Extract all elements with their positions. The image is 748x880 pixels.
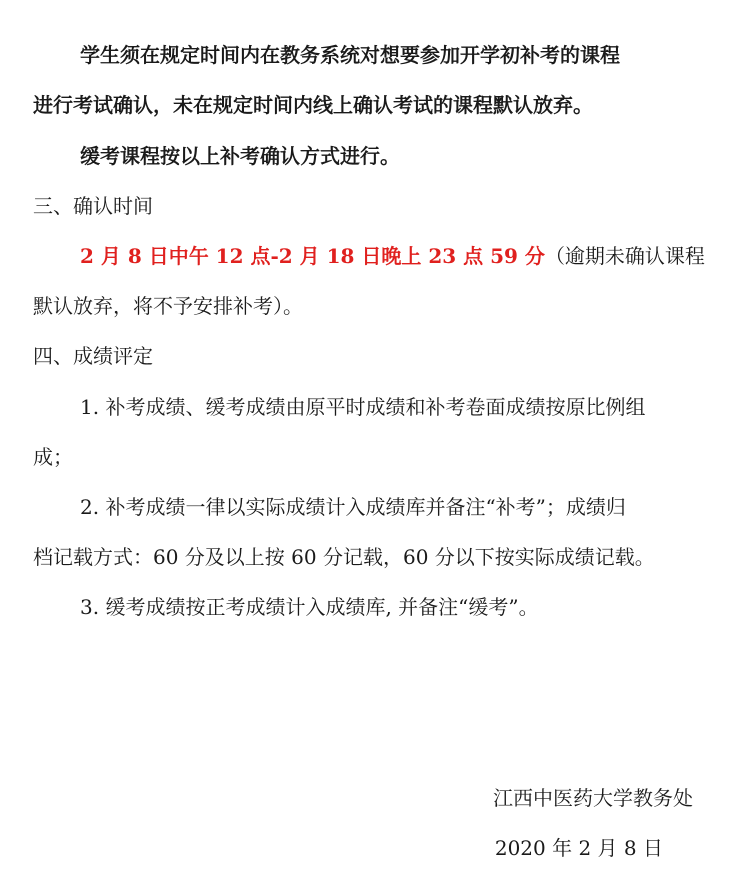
section-4-heading: 四、成绩评定	[33, 344, 153, 368]
grade-item-2-line-2: 档记载方式：60 分及以上按 60 分记载，60 分以下按实际成绩记载。	[33, 545, 655, 569]
confirm-time-range: 2 月 8 日中午 12 点-2 月 18 日晚上 23 点 59 分	[80, 244, 545, 268]
section-3-heading: 三、确认时间	[33, 194, 153, 218]
confirm-time-line	[80, 243, 705, 269]
grade-item-2-line-1: 2. 补考成绩一律以实际成绩计入成绩库并备注“补考”；成绩归	[80, 495, 626, 519]
signature-org: 江西中医药大学教务处	[493, 786, 693, 810]
grade-item-1-line-1: 1. 补考成绩、缓考成绩由原平时成绩和补考卷面成绩按原比例组	[80, 395, 646, 419]
paragraph-1-line-2: 进行考试确认，未在规定时间内线上确认考试的课程默认放弃。	[33, 93, 593, 117]
paragraph-1-line-1: 学生须在规定时间内在教务系统对想要参加开学初补考的课程	[80, 43, 620, 67]
paragraph-2: 缓考课程按以上补考确认方式进行。	[80, 144, 400, 168]
signature-date: 2020 年 2 月 8 日	[494, 836, 663, 860]
confirm-time-note: （逾期未确认课程	[544, 244, 705, 268]
grade-item-1-line-2: 成；	[33, 445, 73, 469]
confirm-time-note-line-2: 默认放弃，将不予安排补考）。	[33, 294, 303, 318]
grade-item-3: 3. 缓考成绩按正考成绩计入成绩库, 并备注“缓考”。	[80, 595, 539, 619]
